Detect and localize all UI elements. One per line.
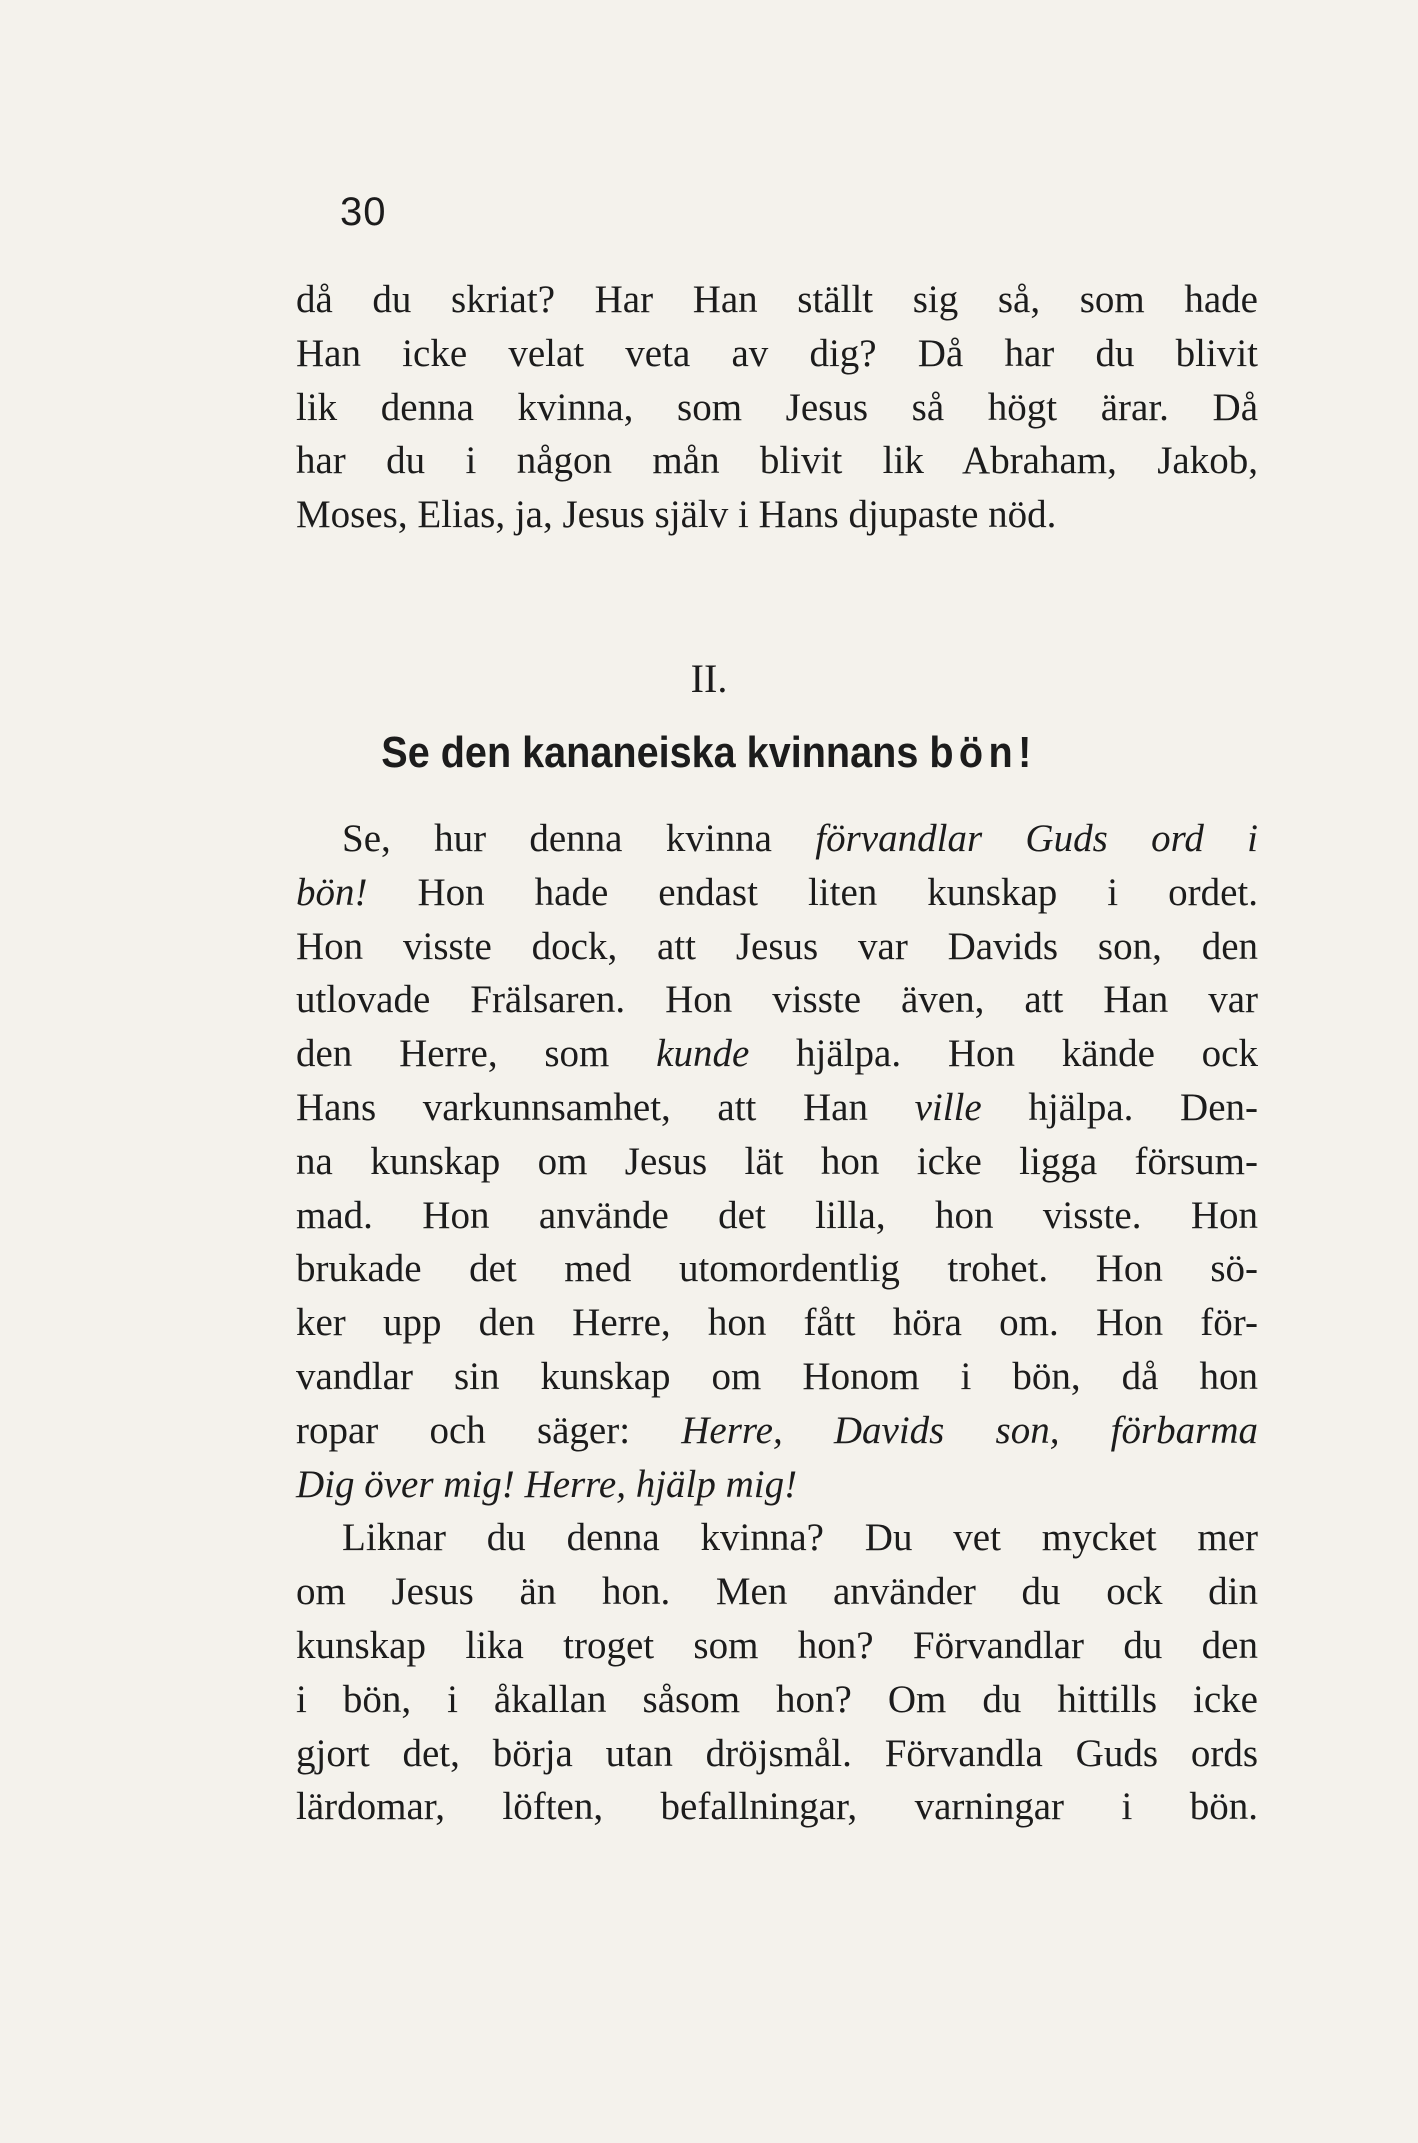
text-line: Moses, Elias, ja, Jesus själv i Hans djupaste nöd. (296, 493, 1057, 537)
text-run: den Herre, som (296, 1032, 657, 1076)
text-line: Hon visste dock, att Jesus var Davids son, den (296, 924, 1258, 968)
text-line: ker upp den Herre, hon fått höra om. Hon för- (296, 1301, 1258, 1345)
page-number: 30 (340, 190, 387, 234)
text-line: Han icke velat veta av dig? Då har du blivit (296, 331, 1258, 375)
text-line: utlovade Frälsaren. Hon visste även, att Han var (296, 978, 1258, 1022)
text-line: vandlar sin kunskap om Honom i bön, då hon (296, 1354, 1258, 1398)
text-line (296, 812, 1258, 866)
text-line: har du i någon mån blivit lik Abraham, Jakob, (296, 439, 1258, 483)
text-line (296, 1458, 1258, 1512)
text-line (296, 866, 1258, 920)
emphasis-text: kunde (656, 1032, 750, 1076)
text-line (296, 1081, 1258, 1135)
section-heading-main: Se den kananeiska kvinnans (381, 728, 930, 777)
text-line: mad. Hon använde det lilla, hon visste. Hon (296, 1193, 1258, 1237)
paragraph-intro (296, 273, 1258, 542)
text-line: om Jesus än hon. Men använder du ock din (296, 1570, 1258, 1614)
text-line: na kunskap om Jesus lät hon icke ligga försum- (296, 1139, 1258, 1183)
text-line: brukade det med utomordentlig trohet. Hon sö- (296, 1247, 1258, 1291)
text-run: hjälpa. Hon kände ock (749, 1032, 1258, 1076)
emphasis-text: Herre, Davids son, förbarma (681, 1408, 1258, 1452)
emphasis-text: ville (914, 1085, 982, 1129)
section-heading-spaced: bön! (929, 728, 1037, 777)
text-line: kunskap lika troget som hon? Förvandlar du den (296, 1623, 1258, 1667)
section-heading (71, 728, 1347, 778)
emphasis-text: bön! (296, 870, 368, 914)
paragraph-body (296, 812, 1258, 1834)
text-line: Liknar du denna kvinna? Du vet mycket mer (342, 1516, 1258, 1560)
emphasis-text: förvandlar Guds ord i (815, 817, 1258, 860)
text-line: lärdomar, löften, befallningar, varningar i bön. (296, 1785, 1258, 1829)
text-run: ropar och säger: (296, 1408, 682, 1452)
text-line: lik denna kvinna, som Jesus så högt ärar. Då (296, 385, 1258, 429)
text-line: i bön, i åkallan såsom hon? Om du hittills icke (296, 1677, 1258, 1721)
text-run: Hon hade endast liten kunskap i ordet. (367, 870, 1258, 914)
text-run: Hans varkunnsamhet, att Han (296, 1085, 915, 1129)
text-run: Se, hur denna kvinna (342, 817, 816, 860)
text-line (296, 1027, 1258, 1081)
text-line (296, 1404, 1258, 1458)
text-line: gjort det, börja utan dröjsmål. Förvandla Guds ords (296, 1731, 1258, 1775)
text-line: då du skriat? Har Han ställt sig så, som hade (296, 278, 1258, 321)
text-run: hjälpa. Den- (981, 1085, 1258, 1129)
emphasis-text: Dig över mig! Herre, hjälp mig! (296, 1462, 798, 1506)
section-number: II. (690, 656, 728, 701)
